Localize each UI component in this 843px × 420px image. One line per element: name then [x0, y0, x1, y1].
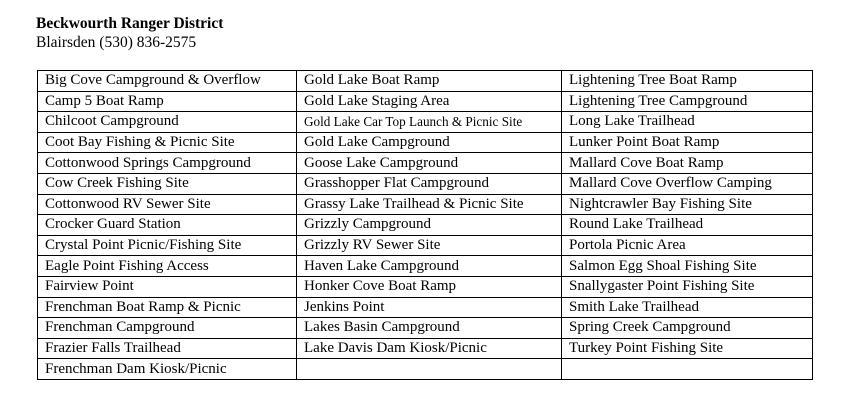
table-cell — [562, 359, 813, 380]
table-cell: Lightening Tree Boat Ramp — [562, 71, 813, 92]
table-cell: Frenchman Dam Kiosk/Picnic — [38, 359, 297, 380]
table-row — [38, 153, 813, 174]
table-row — [38, 276, 813, 297]
table-cell: Haven Lake Campground — [297, 256, 562, 277]
table-cell: Long Lake Trailhead — [562, 112, 813, 133]
table-cell: Lakes Basin Campground — [297, 318, 562, 339]
table-cell: Honker Cove Boat Ramp — [297, 276, 562, 297]
table-cell — [297, 359, 562, 380]
table-cell: Lake Davis Dam Kiosk/Picnic — [297, 338, 562, 359]
table-cell: Mallard Cove Boat Ramp — [562, 153, 813, 174]
table-cell: Frenchman Campground — [38, 318, 297, 339]
table-row — [38, 318, 813, 339]
table-row — [38, 297, 813, 318]
table-row — [38, 235, 813, 256]
table-cell: Turkey Point Fishing Site — [562, 338, 813, 359]
table-cell: Frazier Falls Trailhead — [38, 338, 297, 359]
table-cell: Portola Picnic Area — [562, 235, 813, 256]
table-cell: Gold Lake Car Top Launch & Picnic Site — [297, 112, 562, 133]
table-cell: Coot Bay Fishing & Picnic Site — [38, 132, 297, 153]
table-cell: Salmon Egg Shoal Fishing Site — [562, 256, 813, 277]
table-cell: Jenkins Point — [297, 297, 562, 318]
table-row — [38, 173, 813, 194]
district-phone: Blairsden (530) 836-2575 — [36, 34, 197, 51]
table-cell: Smith Lake Trailhead — [562, 297, 813, 318]
table-cell: Cottonwood Springs Campground — [38, 153, 297, 174]
table-cell: Big Cove Campground & Overflow — [38, 71, 297, 92]
table-cell: Gold Lake Boat Ramp — [297, 71, 562, 92]
table-cell: Crocker Guard Station — [38, 215, 297, 236]
table-cell: Gold Lake Staging Area — [297, 91, 562, 112]
table-row — [38, 132, 813, 153]
table-cell: Eagle Point Fishing Access — [38, 256, 297, 277]
district-title: Beckwourth Ranger District — [36, 15, 224, 32]
table-cell: Lunker Point Boat Ramp — [562, 132, 813, 153]
table-cell: Fairview Point — [38, 276, 297, 297]
table-row — [38, 71, 813, 92]
table-cell: Cottonwood RV Sewer Site — [38, 194, 297, 215]
table-cell: Gold Lake Campground — [297, 132, 562, 153]
table-cell: Grassy Lake Trailhead & Picnic Site — [297, 194, 562, 215]
district-header — [36, 14, 223, 52]
table-row — [38, 338, 813, 359]
table-cell: Grizzly Campground — [297, 215, 562, 236]
table-cell: Lightening Tree Campground — [562, 91, 813, 112]
table-row — [38, 112, 813, 133]
table-cell: Goose Lake Campground — [297, 153, 562, 174]
table-row — [38, 359, 813, 380]
table-cell: Grasshopper Flat Campground — [297, 173, 562, 194]
sites-table — [37, 70, 813, 380]
table-row — [38, 194, 813, 215]
table-cell: Frenchman Boat Ramp & Picnic — [38, 297, 297, 318]
table-cell: Chilcoot Campground — [38, 112, 297, 133]
table-cell: Nightcrawler Bay Fishing Site — [562, 194, 813, 215]
table-cell: Spring Creek Campground — [562, 318, 813, 339]
table-cell: Snallygaster Point Fishing Site — [562, 276, 813, 297]
table-row — [38, 91, 813, 112]
table-row — [38, 256, 813, 277]
table-cell: Crystal Point Picnic/Fishing Site — [38, 235, 297, 256]
table-row — [38, 215, 813, 236]
table-cell: Mallard Cove Overflow Camping — [562, 173, 813, 194]
table-cell: Camp 5 Boat Ramp — [38, 91, 297, 112]
table-cell: Round Lake Trailhead — [562, 215, 813, 236]
table-cell: Grizzly RV Sewer Site — [297, 235, 562, 256]
table-cell: Cow Creek Fishing Site — [38, 173, 297, 194]
